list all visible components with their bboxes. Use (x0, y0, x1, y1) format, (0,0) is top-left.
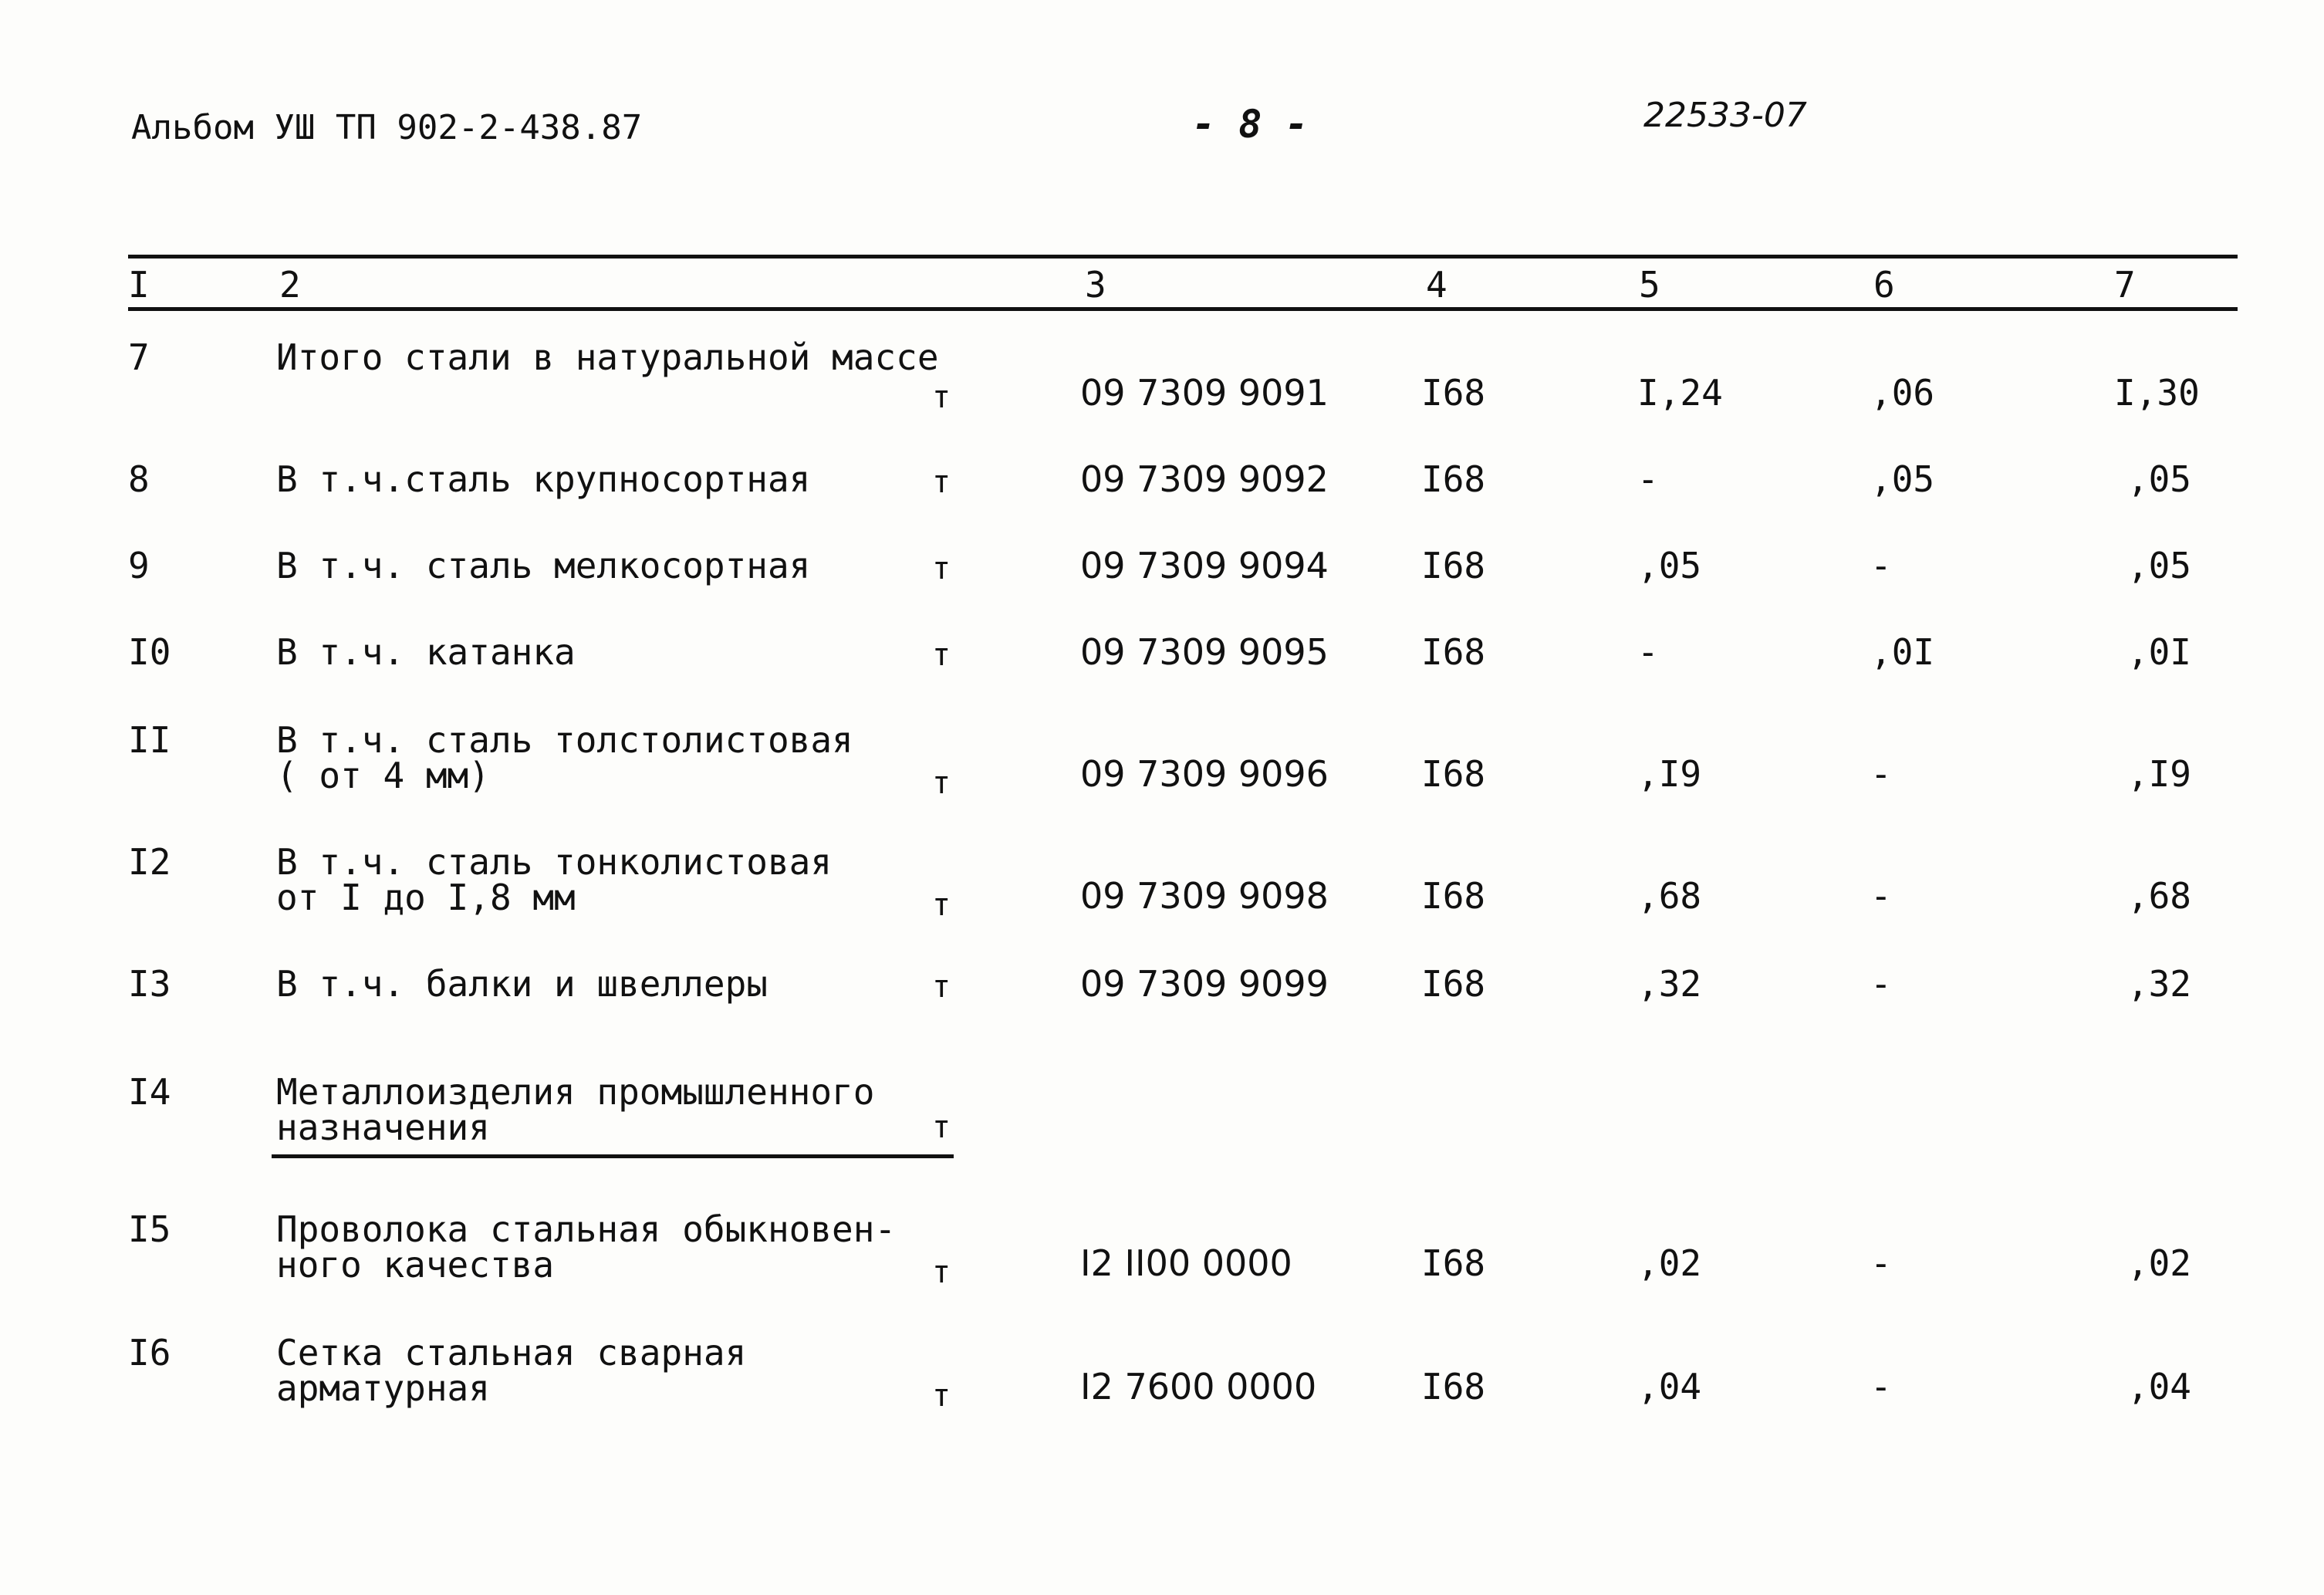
row-unit: т (932, 551, 951, 586)
row-col5: ,32 (1637, 963, 1702, 1005)
table-header-rule (128, 307, 2238, 311)
row-name: Проволока стальная обыкновен- ного качества (276, 1208, 897, 1286)
row-unit: т (932, 465, 951, 500)
row-col5: ,04 (1637, 1366, 1702, 1407)
row-number: 8 (128, 458, 150, 500)
row-col7: ,05 (2126, 545, 2191, 586)
row-name: Итого стали в натуральной массе (276, 336, 939, 378)
row-col4: I68 (1421, 458, 1486, 500)
row-col4: I68 (1421, 1366, 1486, 1407)
row-number: I2 (128, 841, 171, 883)
row-name: В т.ч.сталь крупносортная (276, 458, 811, 500)
row-unit: т (932, 1255, 951, 1290)
row-col6: - (1870, 753, 1892, 795)
page-number: - 8 - (1192, 102, 1309, 147)
row-name: В т.ч. сталь толстолистовая ( от 4 мм) (276, 719, 853, 796)
row-col6: ,0I (1870, 631, 1935, 673)
row-col4: I68 (1421, 963, 1486, 1005)
row-number: I4 (128, 1071, 171, 1113)
row-number: I0 (128, 631, 171, 673)
row-col7: ,05 (2126, 458, 2191, 500)
row-col7: ,04 (2126, 1366, 2191, 1407)
row-col4: I68 (1421, 1242, 1486, 1284)
row-col4: I68 (1421, 875, 1486, 917)
row-number: I5 (128, 1208, 171, 1250)
row-code: 09 7309 9098 (1080, 875, 1329, 917)
column-header-1: I (128, 264, 150, 306)
table-top-rule (128, 255, 2238, 259)
row-col4: I68 (1421, 545, 1486, 586)
row-code: 09 7309 9095 (1080, 631, 1329, 673)
row-code: 09 7309 9099 (1080, 963, 1329, 1005)
row-col7: ,I9 (2126, 753, 2191, 795)
row-col7: ,02 (2126, 1242, 2191, 1284)
row-code: 09 7309 9096 (1080, 753, 1329, 795)
row-name: В т.ч. сталь тонколистовая от I до I,8 мм (276, 841, 833, 918)
row-unit: т (932, 765, 951, 801)
row-name: В т.ч. балки и швеллеры (276, 963, 768, 1005)
row-number: I6 (128, 1332, 171, 1374)
row-col5: - (1637, 631, 1659, 673)
row-unit: т (932, 637, 951, 673)
row-unit: т (932, 887, 951, 923)
column-header-4: 4 (1426, 264, 1447, 306)
album-reference: Альбом УШ ТП 902-2-438.87 (131, 108, 643, 147)
column-header-6: 6 (1873, 264, 1895, 306)
row-name: Сетка стальная сварная арматурная (276, 1332, 747, 1409)
row-number: 9 (128, 545, 150, 586)
column-header-2: 2 (279, 264, 301, 306)
row-unit: т (932, 969, 951, 1005)
row-number: II (128, 719, 171, 761)
row-code: 09 7309 9092 (1080, 458, 1329, 500)
row-col4: I68 (1421, 372, 1486, 414)
row-col7: ,32 (2126, 963, 2191, 1005)
row-unit: т (932, 1378, 951, 1414)
row-col6: - (1870, 1366, 1892, 1407)
row-col5: ,I9 (1637, 753, 1702, 795)
row-name: Металлоизделия промышленного назначения (276, 1071, 875, 1148)
row-code: 09 7309 9094 (1080, 545, 1329, 586)
row-col5: ,02 (1637, 1242, 1702, 1284)
row-col6: - (1870, 545, 1892, 586)
row-col7: ,68 (2126, 875, 2191, 917)
row-col4: I68 (1421, 753, 1486, 795)
row-col4: I68 (1421, 631, 1486, 673)
row-col5: - (1637, 458, 1659, 500)
row-code: I2 II00 0000 (1080, 1242, 1292, 1284)
column-header-3: 3 (1085, 264, 1106, 306)
row-number: I3 (128, 963, 171, 1005)
row-col7: I,30 (2114, 372, 2200, 414)
column-header-5: 5 (1639, 264, 1660, 306)
row-col6: - (1870, 875, 1892, 917)
row-col6: ,05 (1870, 458, 1935, 500)
row-col6: - (1870, 963, 1892, 1005)
row-col7: ,0I (2126, 631, 2191, 673)
row-number: 7 (128, 336, 150, 378)
row-col5: ,68 (1637, 875, 1702, 917)
row-unit: т (932, 1110, 951, 1145)
row-name: В т.ч. катанка (276, 631, 576, 673)
row-col5: ,05 (1637, 545, 1702, 586)
row-unit: т (932, 380, 951, 415)
row-code: I2 7600 0000 (1080, 1366, 1317, 1407)
column-header-7: 7 (2114, 264, 2136, 306)
row-name: В т.ч. сталь мелкосортная (276, 545, 811, 586)
row-code: 09 7309 9091 (1080, 372, 1329, 414)
row-col6: ,06 (1870, 372, 1935, 414)
document-number: 22533-07 (1643, 96, 1807, 135)
row-col5: I,24 (1637, 372, 1723, 414)
section-underline (272, 1154, 954, 1158)
row-col6: - (1870, 1242, 1892, 1284)
